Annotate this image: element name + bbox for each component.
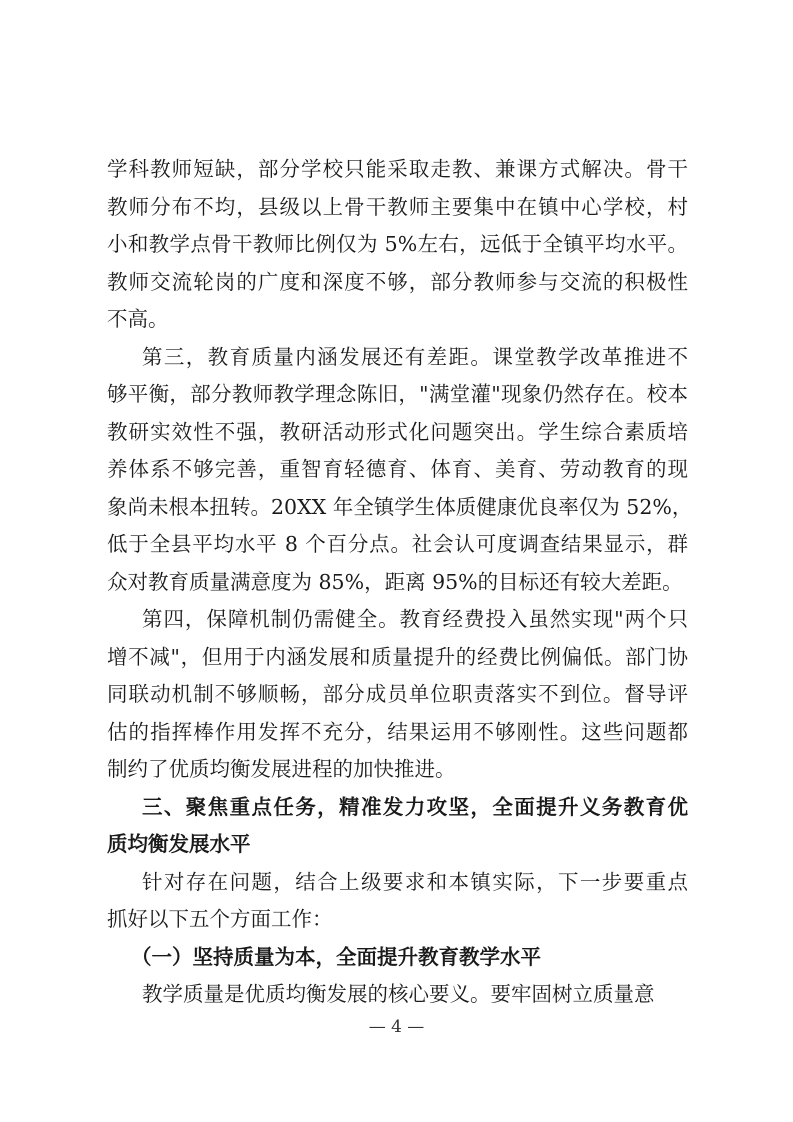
text-line: （一）坚持质量为本，全面提升教育教学水平 — [131, 944, 541, 969]
text-line: 小和教学点骨干教师比例仅为 5%左右，远低于全镇平均水平。 — [107, 232, 688, 256]
text-line: 够平衡，部分教师教学理念陈旧，"满堂灌"现象仍然存在。校本 — [107, 382, 688, 406]
text-line: 增不减"，但用于内涵发展和质量提升的经费比例偏低。部门协 — [107, 644, 688, 669]
text-line: 质均衡发展水平 — [107, 832, 251, 856]
section-heading — [107, 789, 688, 864]
paragraph — [107, 864, 688, 939]
text-line: 教师分布不均，县级以上骨干教师主要集中在镇中心学校，村 — [107, 194, 688, 219]
paragraph — [107, 339, 693, 602]
paragraph — [107, 976, 688, 1014]
text-line: 低于全县平均水平 8 个百分点。社会认可度调查结果显示，群 — [107, 532, 688, 556]
text-line: 不高。 — [107, 307, 169, 331]
text-line: 教师交流轮岗的广度和深度不够，部分教师参与交流的积极性 — [107, 269, 688, 294]
text-line: 估的指挥棒作用发挥不充分，结果运用不够刚性。这些问题都 — [107, 719, 688, 744]
text-line: 第四，保障机制仍需健全。教育经费投入虽然实现"两个只 — [142, 607, 688, 631]
text-line: 教研实效性不强，教研活动形式化问题突出。学生综合素质培 — [107, 419, 688, 444]
section-heading — [107, 939, 688, 977]
text-line: 学科教师短缺，部分学校只能采取走教、兼课方式解决。骨干 — [107, 157, 688, 181]
text-line: 针对存在问题，结合上级要求和本镇实际，下一步要重点 — [142, 869, 688, 894]
text-line: 抓好以下五个方面工作： — [107, 907, 333, 931]
text-line: 众对教育质量满意度为 85%，距离 95%的目标还有较大差距。 — [107, 569, 683, 594]
text-line: 制约了优质均衡发展进程的加快推进。 — [107, 757, 456, 781]
text-line: 三、聚焦重点任务，精准发力攻坚，全面提升义务教育优 — [142, 794, 688, 819]
text-line: 象尚未根本扭转。20XX 年全镇学生体质健康优良率仅为 52%， — [107, 494, 693, 519]
page-number: — 4 — — [368, 1017, 425, 1037]
paragraph — [107, 601, 688, 789]
text-line: 第三，教育质量内涵发展还有差距。课堂教学改革推进不 — [142, 344, 688, 369]
text-line: 养体系不够完善，重智育轻德育、体育、美育、劳动教育的现 — [107, 457, 688, 481]
document-body — [107, 151, 693, 1014]
text-line: 教学质量是优质均衡发展的核心要义。要牢固树立质量意 — [142, 982, 655, 1006]
paragraph — [107, 151, 688, 339]
text-line: 同联动机制不够顺畅，部分成员单位职责落实不到位。督导评 — [107, 682, 688, 706]
